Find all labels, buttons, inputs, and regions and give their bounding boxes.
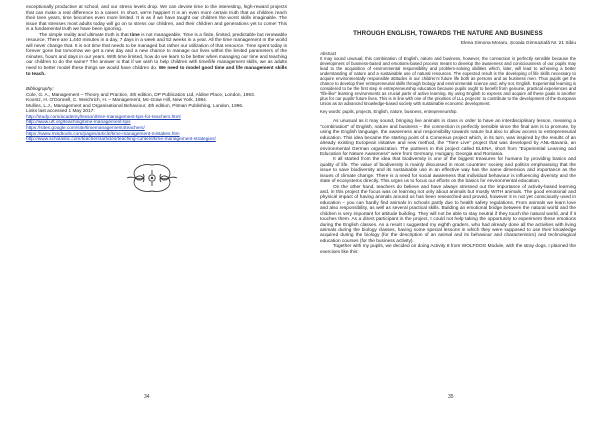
- abstract-text: It may sound unusual, this combination of English, nature and business, however, the connection is perfectly sensible because the development of business-based and emotions-based process meant to develop the awareness and consciousness of our pupils may lead to the acquisition of environmental responsibility and problem-solving abilities which, later, will lead to achieving a better understanding of nature and a sustainable use of natural resources. The expected result is the developing of life skills necessary to acquire environmentally responsible attitudes in our children's future life both as persons and as business men. Thus pupils get the chance to develop their entrepreneurial skills through biology and environmental science and, why not, English. Experiential learning is considered to be the first step in entrepreneurship education because pupils ought to benefit from genuine, practical experiences and "life-like" learning environments as crucial parts of active learning. By using English to express and acquire all these goals is another plus for our pupils' future lives. This is in line with one of the priorities of LLL projects: to contribute to the development of the European Union as an advanced knowledge-based society with sustainable economic development.: [320, 56, 576, 106]
- right-page: [300, 0, 600, 424]
- left-paragraph-1: exceptionally productive at school, and our stress levels drop. We can devote time to the interesting, high-reward projects that can make a real difference to a career. In short, we're happier! It is an even more certain truth that as children reach their teen years, time becomes even more limited. It is as if we have taught our children the worst skills imaginable. The issue that stresses most adults today will go on to stress our children, and their children and generations yet to come! This is a fundamental truth we have been ignoring.: [26, 5, 287, 33]
- bib-link-3[interactable]: https://sites.google.com/site/timemanagement4teachers/: [26, 125, 145, 131]
- page-number-left: 34: [144, 394, 150, 400]
- bib-entry-3: Mullins, L.J., Management and Organisational Behaviour, 4th edition, Pitman Publishing, London, 1996.: [26, 103, 244, 109]
- bib-link-5[interactable]: http://www.scholastic.com/teachers/articles/teaching-content/time-management-strategies/: [26, 137, 216, 143]
- para2-time-word: time: [130, 32, 140, 38]
- page-number-right: 35: [448, 394, 454, 400]
- body-paragraph-4: Together with my pupils, we decided on doing Activity 8 from WOLFDOG Module, with the stray dogs. I planned the exercises like this:: [320, 244, 576, 255]
- abstract-label: Abstract: [320, 51, 337, 56]
- body-paragraph-1: As unusual as it may sound, bringing live animals in class in order to have an interdisciplinary lesson, meaning a "combination" of English, nature and business – the connection is perfectly sensible since the final aim is to promote, by using the English language, the awareness and responsibility towards nature but also to allow access to entrepreneurial education. This idea became the starting point of a Comenius project which, in its turn, was inspired by the results of an already existing European initiative and new method, the "Tiere Live" project that was developed by ANL-Bavaria, an environmental German organization. The partners in this project called ELENA, short from "Experiential Learning and Education for Nature Awareness" were from Germany, Hungary, Georgia and Romania.: [320, 119, 576, 158]
- bibliography-title: Bibliography:: [26, 87, 54, 93]
- bib-link-1[interactable]: http://study.com/academy/lesson/time-management-tips-for-teachers.html: [26, 114, 181, 120]
- para2-conclusion: We need to model good time and life management skills to teach.: [26, 66, 287, 77]
- bib-entry-1: Cole, G. A., Management – Theory and Practice, 4th edition, DP Publication Ltd, Aldine Place, London, 1993.: [26, 92, 256, 98]
- bib-link-2[interactable]: http://www.uft.org/teaching/time-management-tips: [26, 120, 131, 126]
- para2-part-a: The simple reality and ultimate truth is that: [39, 32, 131, 38]
- body-paragraph-2: It all started from the idea that biodiversity is one of the biggest treasures for humans by providing basics and quality of life. The value of biodiversity is mainly discussed in most countries' society and politics emphasising that the issue to save biodiversity and its sustainable use in an effective way has the same dimension and importance as the issues of climate change. There is a need for social awareness that individual behaviour is influencing diversity and the state of ecosystems directly. This urges us to focus our efforts on the basics for environmental education.: [320, 157, 576, 185]
- article-title: THROUGH ENGLISH, TOWARDS THE NATURE AND BUSINESS: [353, 30, 543, 37]
- keywords-line: Key words: pupils, projects, English, nature, business, entrepreneurship.: [320, 108, 458, 114]
- body-paragraph-3: On the other hand, teachers do believe and have always stressed out the importance of activity-based learning and, in this project the focus was on learning not only about animals but mostly WITH animals. The good emotional and physical impact of having animals around us has been researched and proved, however it is not yet consciously used in education – you can hardly find animals in schools partly due to health safety regulations. From animals we learn love and also responsibility, as well as several practical skills. Building an emotional bridge between the natural world and the children is very important for attitude building. They will not be able to stay neutral if they touch the natural world, and if it touches them. As a direct participant in the project, I could not help taking the opportunity to experiment these emotions during the English classes. As a result I suggested my eighth graders, who had already done all the activities with living animals during the biology classes, having some special lessons in which they were supposed to use their knowledge acquired during the biology (for the description of an animal and its behaviour and characteristics) and technological education courses (for the business activity).: [320, 184, 576, 244]
- bib-entry-4: Links last accessed 1 May 2017:: [26, 109, 95, 115]
- ornament-flourish: [123, 161, 181, 195]
- bib-entry-2: Koontz, H. O'Donnell, C. Weichrich, H. – Management, Mc-Graw Hill, New York, 1984.: [26, 98, 208, 104]
- para2-part-c: is not manageable. Time is a finite, limited, predictable but renewable resource. There are 1,440 minutes in a day, 7 days in a week and 52 weeks in a year. All the time management in the world will never change that. It is not time that needs to be managed but rather our utilization of that resource. Time spent today is forever gone but tomorrow we get a new day and a new chance to manage our lives within the limited parameters of the minutes, hours and days in our years. With time limited, how do we learn to be better when managing our time and teaching our children to do the same? The answer is that if we wish to help children with time/life management skills, we as adults need to better model these things we would have children do.: [26, 32, 287, 72]
- author-line: Elena Simona Moraru, Școala Gimnazială Nr. 21 Sibiu: [460, 41, 576, 46]
- bib-link-4[interactable]: https://www.mindtools.com/pages/article/time-management-mistakes.htm: [26, 131, 180, 137]
- left-paragraph-2: [26, 33, 287, 77]
